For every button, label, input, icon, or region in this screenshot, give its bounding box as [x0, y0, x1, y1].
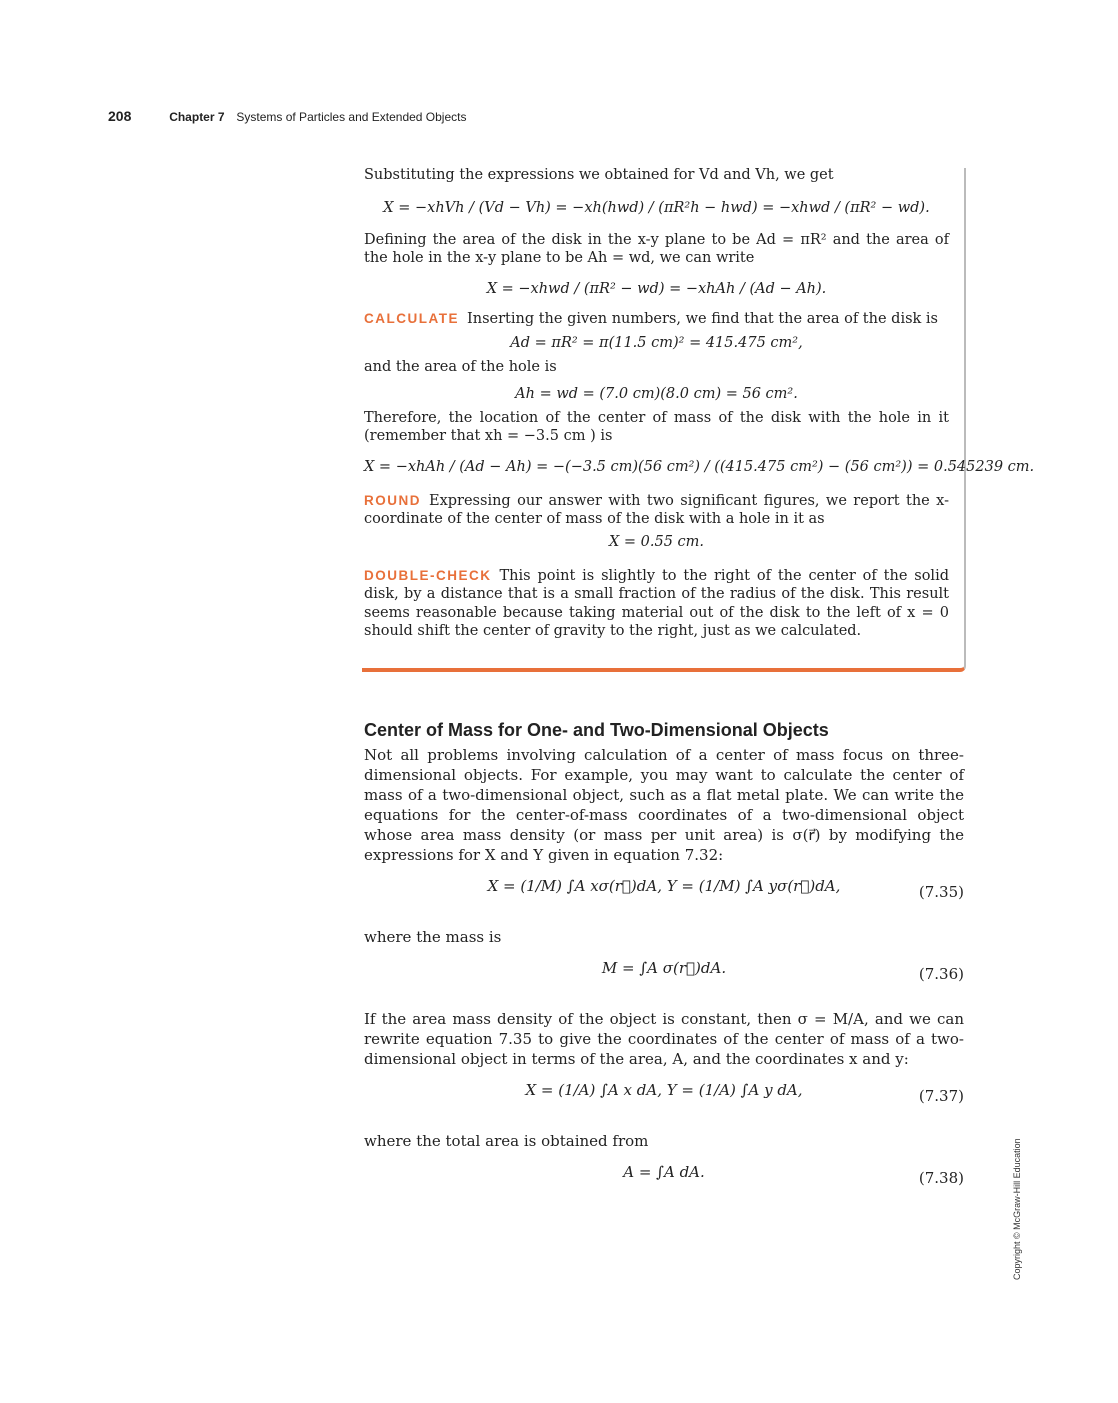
- calculate-keyword: CALCULATE: [364, 310, 459, 326]
- equation-1: X = −xhVh / (Vd − Vh) = −xh(hwd) / (πR²h − hwd) = −xhwd / (πR² − wd).: [383, 199, 930, 216]
- equation-5: X = −xhAh / (Ad − Ah) = −(−3.5 cm)(56 cm²) / ((415.475 cm²) − (56 cm²)) = 0.545239 cm.: [364, 458, 1035, 475]
- box-paragraph-1: Substituting the expressions we obtained for Vd and Vh, we get: [364, 167, 834, 183]
- equation-7-37: [364, 1077, 964, 1123]
- equation-6: X = 0.55 cm.: [608, 533, 705, 550]
- page-number: 208: [108, 108, 132, 124]
- section-paragraph-2: where the mass is: [364, 928, 502, 946]
- calculate-text: Inserting the given numbers, we find that the area of the disk is: [467, 310, 939, 327]
- equation-7-37-number: (7.37): [918, 1087, 964, 1105]
- chapter-label: Chapter 7: [169, 110, 225, 124]
- round-keyword: ROUND: [364, 492, 421, 508]
- section-paragraph-1: Not all problems involving calculation of a center of mass focus on three-dimensional objects. For example, you may want to calculate the center of mass of a two-dimensional object, such as a flat metal plate. We can write the equations for the center-of-mass coordinates of a two-dimensional object whose area mass density (or mass per unit area) is σ(r⃗) by modifying the expressions for X and Y given in equation 7.32:: [364, 746, 964, 864]
- equation-7-35-number: (7.35): [918, 883, 964, 901]
- box-paragraph-2: Defining the area of the disk in the x-y plane to be Ad = πR² and the area of the hole in the x-y plane to be Ah = wd, we can write: [364, 231, 949, 266]
- section-main: [364, 720, 964, 1213]
- box-paragraph-4: Therefore, the location of the center of mass of the disk with the hole in it (remember that xh = −3.5 cm ) is: [364, 409, 949, 444]
- equation-7-36: [364, 955, 964, 1001]
- running-header: [108, 108, 466, 124]
- equation-7-36-body: M = ∫A σ(r⃗)dA.: [601, 959, 727, 977]
- equation-7-35-body: X = (1/M) ∫A xσ(r⃗)dA, Y = (1/M) ∫A yσ(r⃗)dA,: [487, 877, 841, 895]
- equation-3: Ad = πR² = π(11.5 cm)² = 415.475 cm²,: [510, 335, 803, 351]
- section-paragraph-4: where the total area is obtained from: [364, 1132, 649, 1150]
- equation-7-38: [364, 1159, 964, 1205]
- section-paragraph-3: If the area mass density of the object is constant, then σ = M/A, and we can rewrite equation 7.35 to give the coordinates of the center of mass of a two-dimensional object in terms of the area, A, and the coordinates x and y:: [364, 1010, 964, 1068]
- equation-7-35: [364, 873, 964, 919]
- equation-7-36-number: (7.36): [918, 965, 964, 983]
- equation-2: X = −xhwd / (πR² − wd) = −xhAh / (Ad − Ah).: [486, 280, 827, 297]
- copyright-notice: Copyright © McGraw-Hill Education: [1012, 1138, 1022, 1280]
- calculate-paragraph: [364, 310, 949, 329]
- equation-7-38-body: A = ∫A dA.: [623, 1163, 705, 1181]
- round-text: Expressing our answer with two significant figures, we report the x-coordinate of the center of mass of the disk with a hole in it as: [364, 492, 949, 527]
- double-check-keyword: DOUBLE-CHECK: [364, 567, 492, 583]
- double-check-text: This point is slightly to the right of the center of the solid disk, by a distance that is a small fraction of the radius of the disk. This result seems reasonable because taking material out of the disk to the left of x = 0 should shift the center of gravity to the right, just as we calculated.: [364, 567, 949, 639]
- box-paragraph-3: and the area of the hole is: [364, 359, 557, 375]
- equation-7-37-body: X = (1/A) ∫A x dA, Y = (1/A) ∫A y dA,: [525, 1081, 803, 1099]
- double-check-paragraph: [364, 567, 949, 641]
- example-box: [364, 166, 1035, 641]
- equation-7-38-number: (7.38): [918, 1169, 964, 1187]
- chapter-title: Systems of Particles and Extended Objects: [236, 110, 467, 124]
- equation-4: Ah = wd = (7.0 cm)(8.0 cm) = 56 cm².: [515, 385, 798, 402]
- section-title: Center of Mass for One- and Two-Dimensional Objects: [364, 720, 829, 740]
- round-paragraph: [364, 492, 949, 529]
